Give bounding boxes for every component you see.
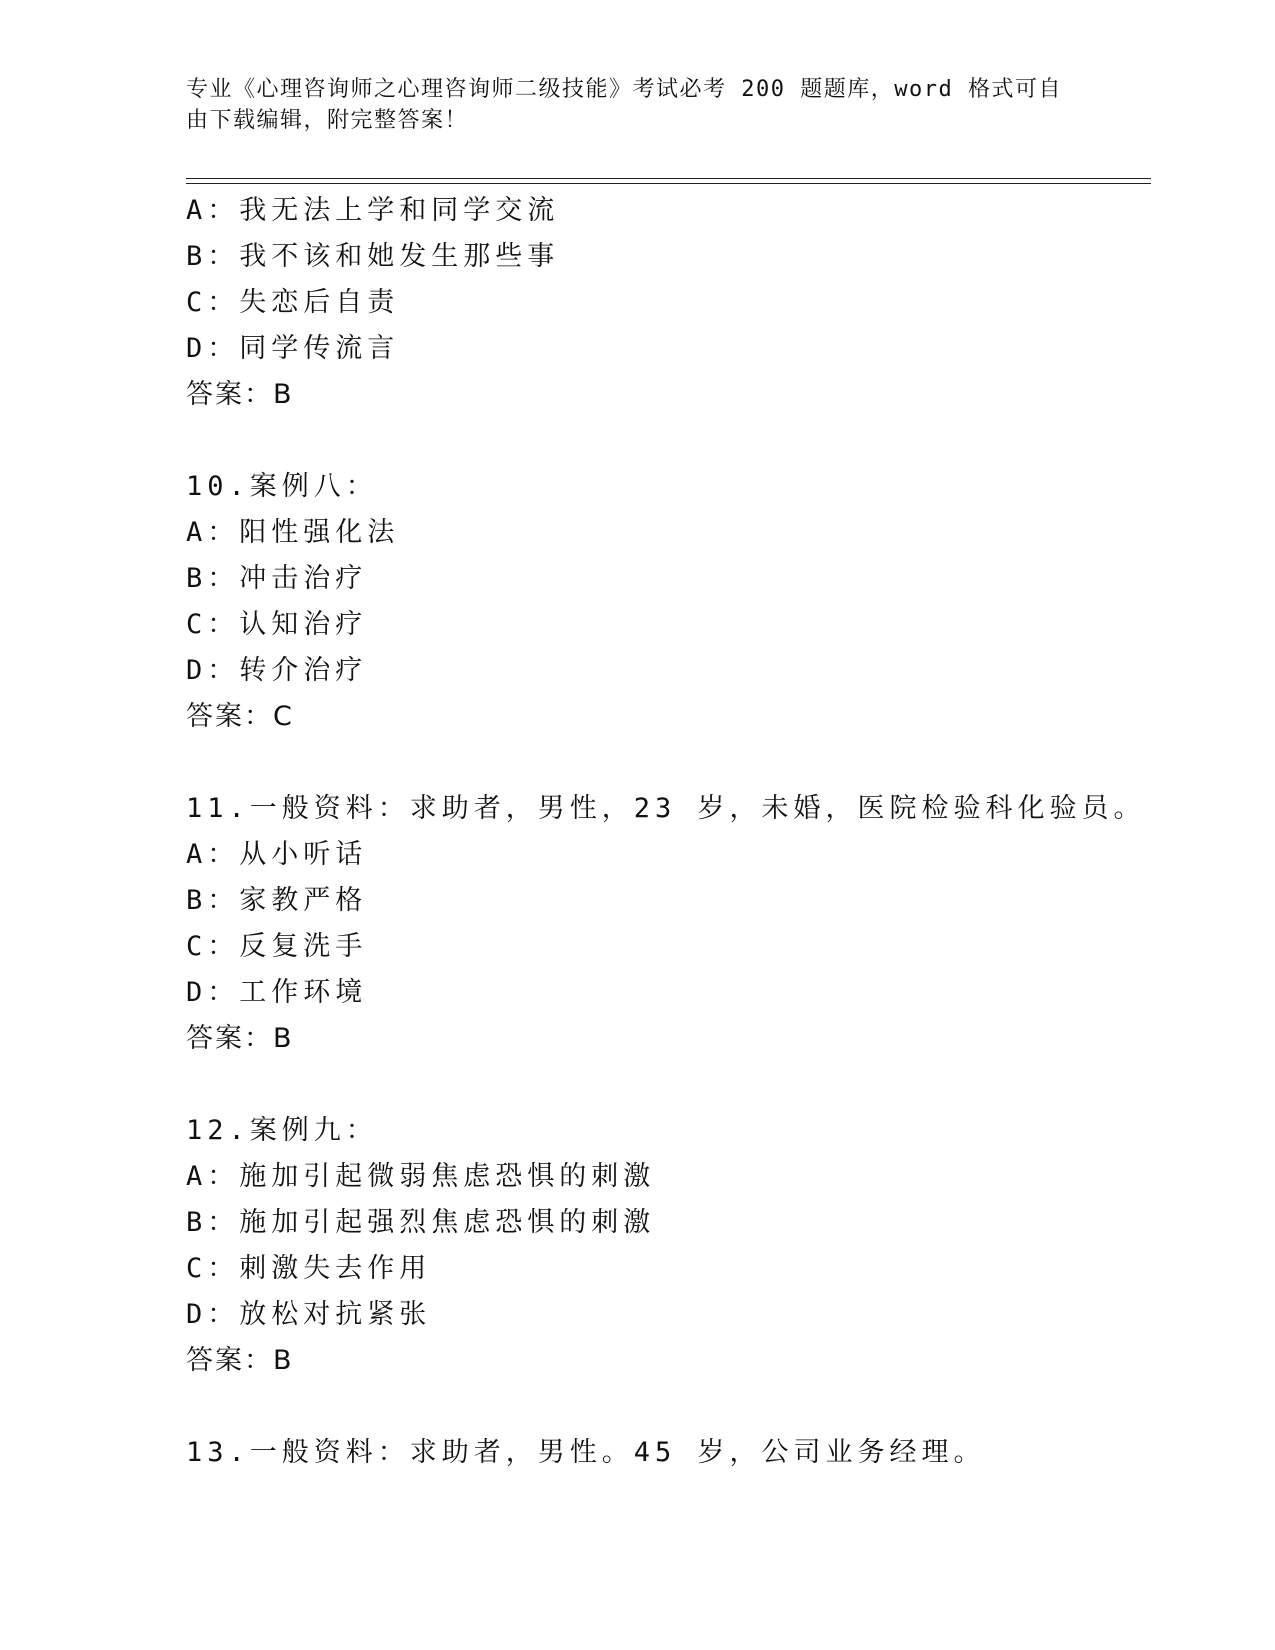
question-block <box>186 464 1146 740</box>
option-b: B：家教严格 <box>186 885 368 916</box>
option-a: A：施加引起微弱焦虑恐惧的刺激 <box>186 1161 656 1192</box>
question-block <box>186 1430 1146 1476</box>
question-list <box>186 188 1146 1476</box>
answer-line: 答案：B <box>186 1345 294 1376</box>
answer-line: 答案：C <box>186 701 294 732</box>
question-stem: 11.一般资料：求助者，男性，23 岁，未婚，医院检验科化验员。 <box>186 793 1146 824</box>
block-spacer <box>186 418 1146 464</box>
option-d: D：转介治疗 <box>186 655 368 686</box>
option-a: A：阳性强化法 <box>186 517 400 548</box>
header-rule-bottom <box>186 183 1151 184</box>
option-c: C：失恋后自责 <box>186 287 400 318</box>
question-stem: 13.一般资料：求助者，男性。45 岁，公司业务经理。 <box>186 1437 986 1468</box>
block-spacer <box>186 740 1146 786</box>
option-c: C：反复洗手 <box>186 931 368 962</box>
option-b: B：我不该和她发生那些事 <box>186 241 560 272</box>
option-c: C：认知治疗 <box>186 609 368 640</box>
header-rule-top <box>186 178 1151 179</box>
answer-line: 答案：B <box>186 379 294 410</box>
question-block <box>186 786 1146 1062</box>
block-spacer <box>186 1384 1146 1430</box>
option-d: D：工作环境 <box>186 977 368 1008</box>
question-block <box>186 1108 1146 1384</box>
option-d: D：同学传流言 <box>186 333 400 364</box>
option-a: A：从小听话 <box>186 839 368 870</box>
question-stem: 12.案例九： <box>186 1115 378 1146</box>
document-header <box>186 74 1066 136</box>
option-b: B：冲击治疗 <box>186 563 368 594</box>
block-spacer <box>186 1062 1146 1108</box>
option-b: B：施加引起强烈焦虑恐惧的刺激 <box>186 1207 656 1238</box>
option-c: C：刺激失去作用 <box>186 1253 432 1284</box>
option-d: D：放松对抗紧张 <box>186 1299 432 1330</box>
option-a: A：我无法上学和同学交流 <box>186 195 560 226</box>
question-stem: 10.案例八： <box>186 471 378 502</box>
header-line-2: 由下载编辑，附完整答案！ <box>186 108 469 133</box>
header-line-1: 专业《心理咨询师之心理咨询师二级技能》考试必考 200 题题库，word 格式可自 <box>186 77 1062 102</box>
answer-line: 答案：B <box>186 1023 294 1054</box>
question-block <box>186 188 1146 418</box>
